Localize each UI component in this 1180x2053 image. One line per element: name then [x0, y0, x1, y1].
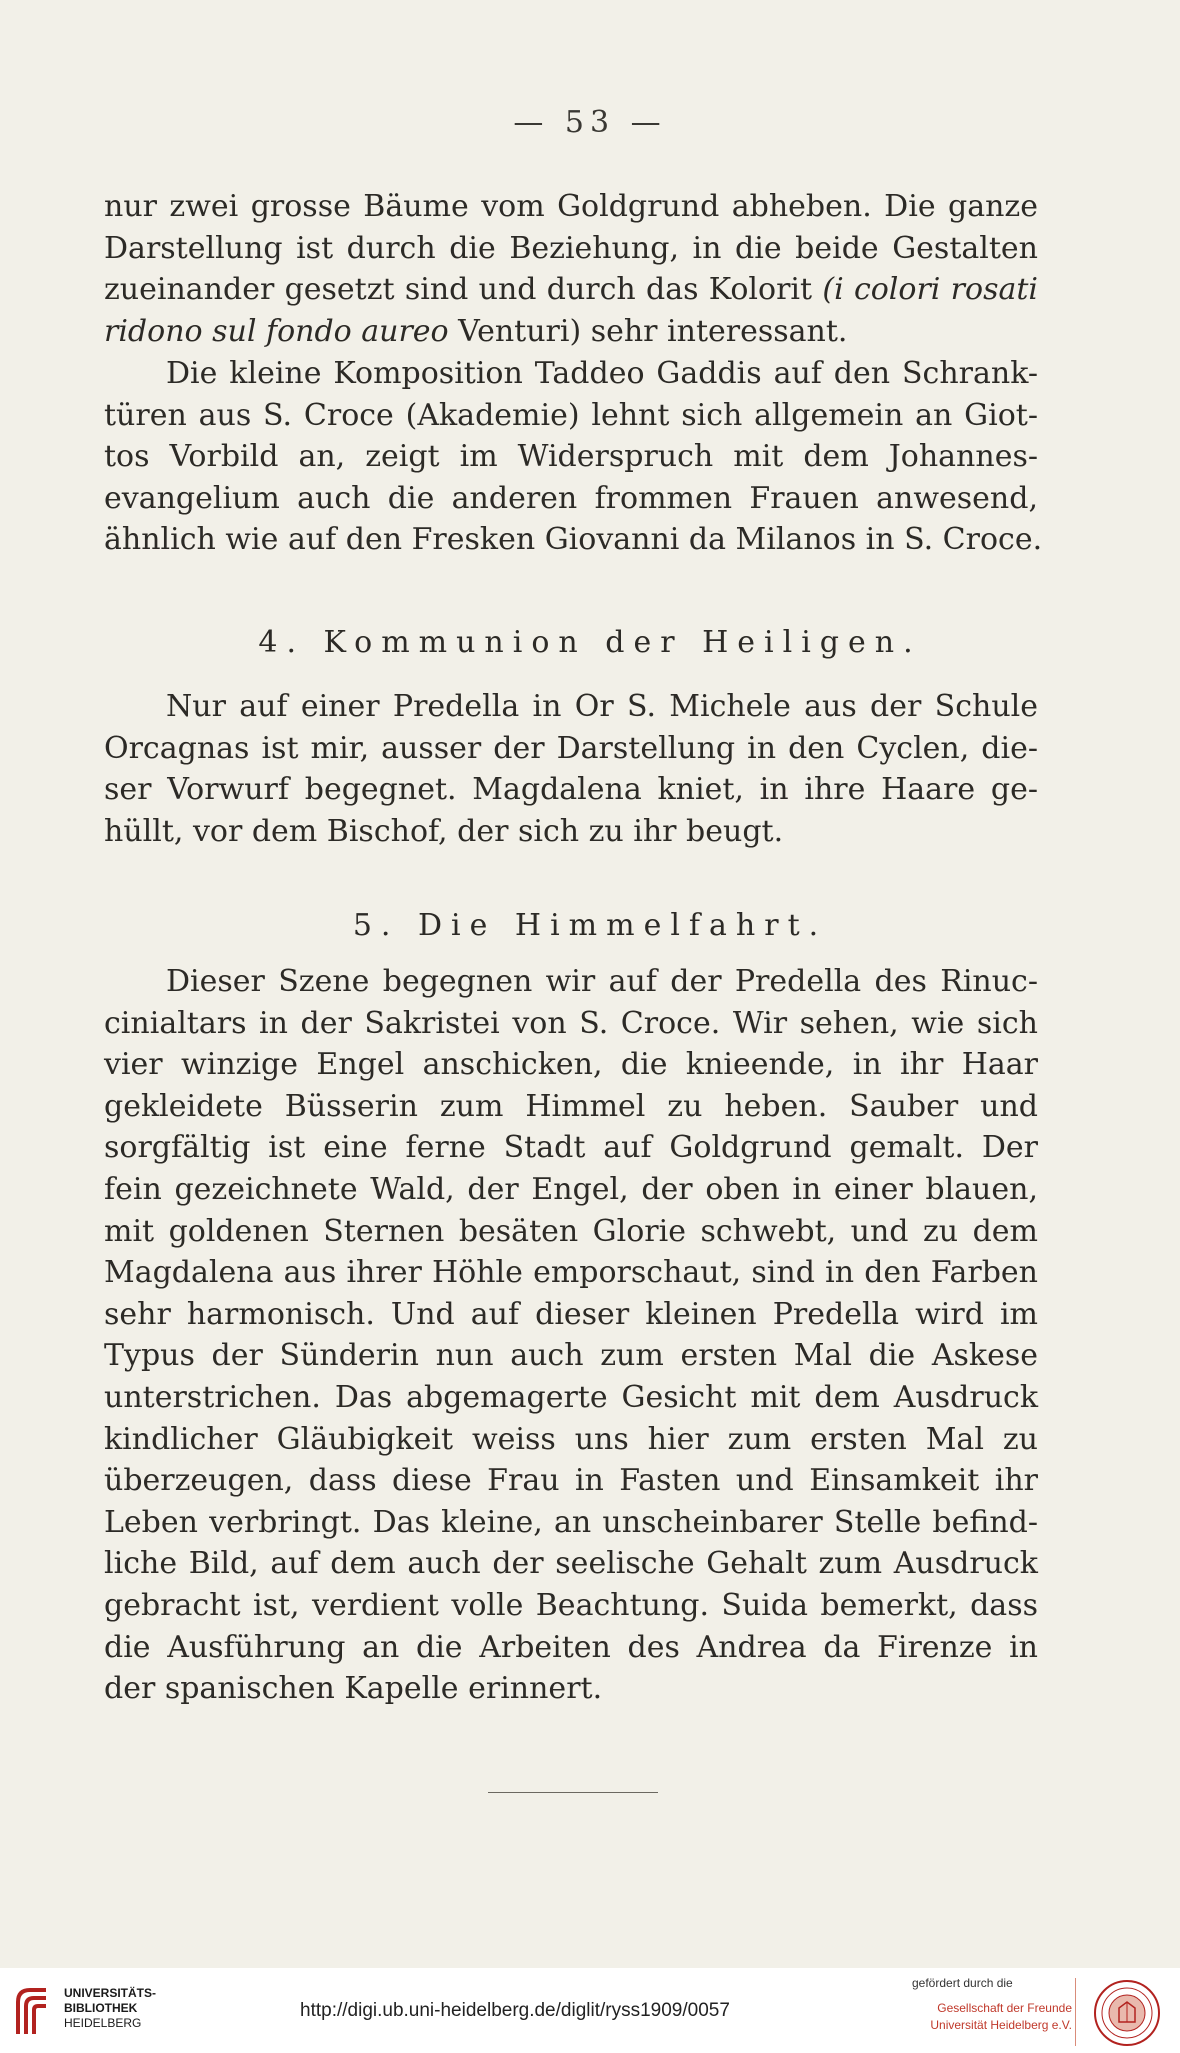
text-line: Typus der Sünderin nun auch zum ersten Mal die Askese — [104, 1338, 1038, 1374]
text-line: sorgfältig ist eine ferne Stadt auf Goldgrund gemalt. Der — [104, 1130, 1038, 1166]
page-number: — 53 — — [513, 105, 667, 140]
text-line: Die kleine Komposition Taddeo Gaddis auf den Schrank- — [166, 356, 1038, 391]
text-line: Nur auf einer Predella in Or S. Michele aus der Schule — [166, 689, 1038, 724]
text-line: Dieser Szene begegnen wir auf der Predella des Rinuc- — [166, 964, 1038, 999]
sponsor-divider — [1075, 1978, 1076, 2046]
library-name-line: HEIDELBERG — [64, 2016, 142, 2030]
sponsor-caption: gefördert durch die — [912, 1976, 1013, 1990]
text-line: Magdalena aus ihrer Höhle emporschaut, sind in den Farben — [104, 1255, 1038, 1291]
text-line: liche Bild, auf dem auch der seelische Gehalt zum Ausdruck — [104, 1546, 1038, 1582]
text-line: überzeugen, dass diese Frau in Fasten und Einsamkeit ihr — [104, 1463, 1038, 1499]
digitization-footer — [0, 1968, 1180, 2053]
text-line: fein gezeichnete Wald, der Engel, der oben in einer blauen, — [104, 1171, 1038, 1207]
text-line: cinialtars in der Sakristei von S. Croce. Wir sehen, wie sich — [104, 1005, 1038, 1041]
text-line — [104, 311, 1038, 353]
italic-quote: ridono sul fondo aureo — [104, 313, 449, 349]
text-line: sehr harmonisch. Und auf dieser kleinen Predella wird im — [104, 1296, 1038, 1332]
section-heading-4: 4. Kommunion der Heiligen. — [258, 625, 922, 660]
sponsor-name-line: Gesellschaft der Freunde — [937, 2001, 1072, 2015]
text-fragment: zueinander gesetzt sind und durch das Kolorit — [104, 272, 813, 308]
text-fragment: Venturi) sehr interessant. — [448, 313, 848, 349]
permalink-url[interactable]: http://digi.ub.uni-heidelberg.de/diglit/ryss1909/0057 — [300, 2000, 730, 2021]
text-line: gebracht ist, verdient volle Beachtung. Suida bemerkt, dass — [104, 1587, 1038, 1623]
text-line: die Ausführung an die Arbeiten des Andrea da Firenze in — [104, 1629, 1038, 1665]
text-line: gekleidete Büsserin zum Himmel zu heben. Sauber und — [104, 1088, 1038, 1124]
paragraph-4 — [104, 961, 1038, 1710]
library-name-line: BIBLIOTHEK — [64, 2001, 138, 2015]
text-line: nur zwei grosse Bäume vom Goldgrund abheben. Die ganze — [104, 189, 1038, 224]
library-name-line: UNIVERSITÄTS- — [64, 1986, 157, 2000]
paragraph-2 — [104, 353, 1043, 561]
text-line: vier winzige Engel anschicken, die knieende, in ihr Haar — [104, 1047, 1038, 1083]
section-heading-5: 5. Die Himmelfahrt. — [352, 908, 828, 943]
text-line: Orcagnas ist mir, ausser der Darstellung in den Cyclen, die- — [104, 730, 1038, 766]
university-seal-icon — [1092, 1978, 1162, 2048]
text-line: evangelium auch die anderen frommen Frauen anwesend, — [104, 480, 1038, 516]
text-line — [104, 269, 1038, 311]
text-line: ähnlich wie auf den Fresken Giovanni da Milanos in S. Croce. — [104, 522, 1043, 558]
text-line: Leben verbringt. Das kleine, an unscheinbarer Stelle befind- — [104, 1504, 1038, 1540]
text-line: der spanischen Kapelle erinnert. — [104, 1671, 603, 1707]
text-line: kindlicher Gläubigkeit weiss uns hier zum ersten Mal zu — [104, 1421, 1038, 1457]
library-logo-icon — [12, 1984, 52, 2038]
text-line: hüllt, vor dem Bischof, der sich zu ihr beugt. — [104, 813, 784, 849]
text-line: Darstellung ist durch die Beziehung, in die beide Gestalten — [104, 230, 1038, 266]
paragraph-3 — [104, 686, 1038, 852]
sponsor-name — [912, 2000, 1072, 2034]
paragraph-1 — [104, 186, 1038, 352]
text-line: unterstrichen. Das abgemagerte Gesicht mit dem Ausdruck — [104, 1379, 1038, 1415]
sponsor-name-line: Universität Heidelberg e.V. — [930, 2018, 1072, 2032]
end-rule — [488, 1792, 658, 1793]
text-line: tos Vorbild an, zeigt im Widerspruch mit dem Johannes- — [104, 439, 1038, 475]
text-line: türen aus S. Croce (Akademie) lehnt sich allgemein an Giot- — [104, 397, 1038, 433]
text-line: ser Vorwurf begegnet. Magdalena kniet, in ihre Haare ge- — [104, 772, 1038, 808]
italic-quote: (i colori rosati — [822, 272, 1038, 308]
library-name — [64, 1986, 156, 2031]
text-line: mit goldenen Sternen besäten Glorie schwebt, und zu dem — [104, 1213, 1038, 1249]
